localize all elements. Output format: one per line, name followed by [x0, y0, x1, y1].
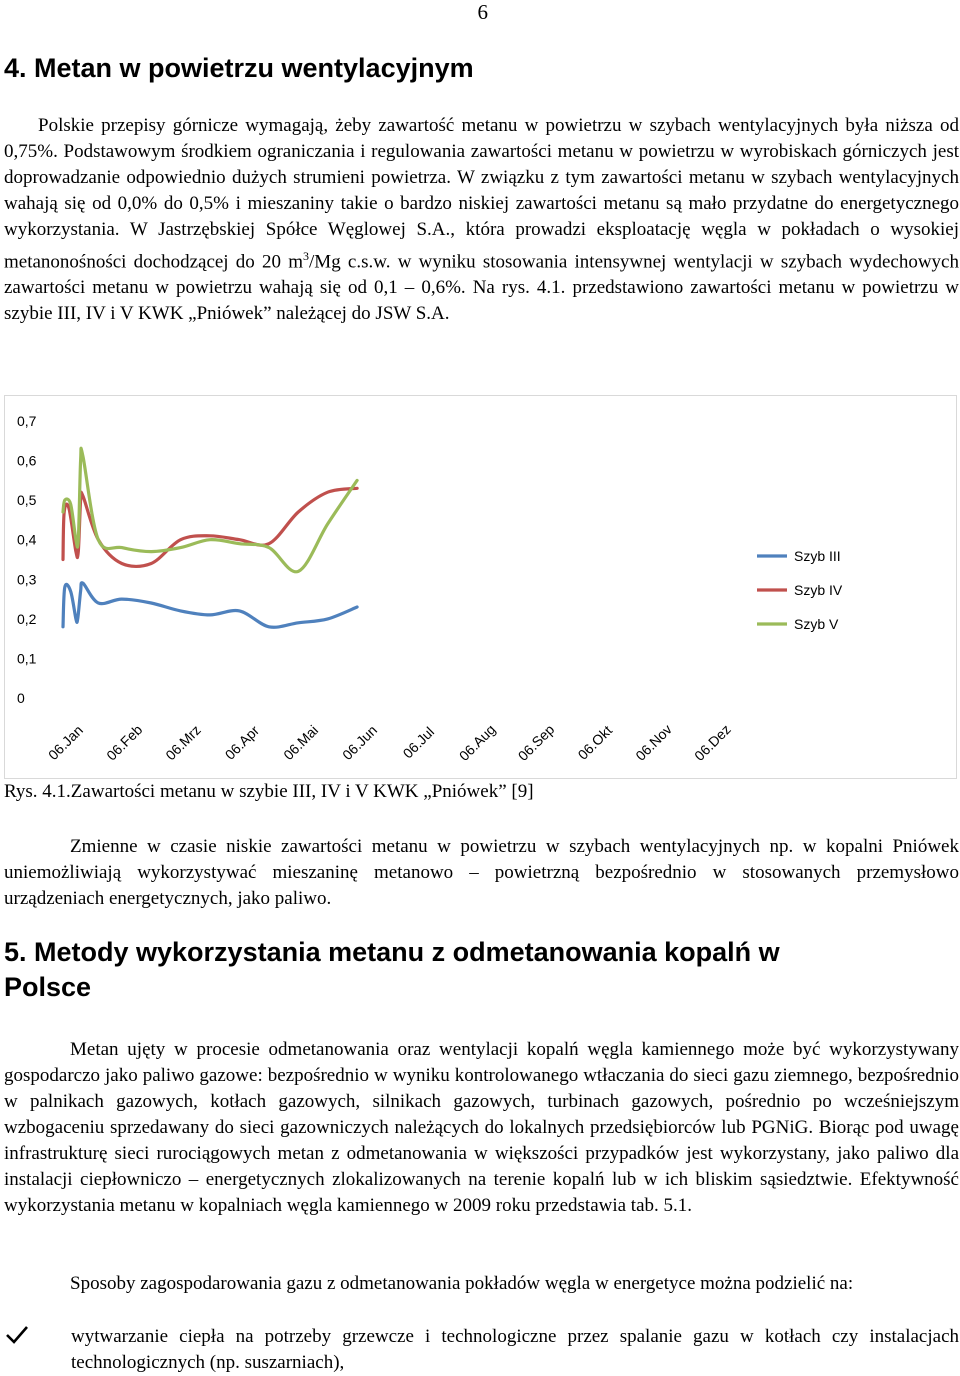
checkmark-icon	[4, 1324, 44, 1354]
series-line-szyb-iii	[63, 583, 357, 628]
legend-label-szyb-v: Szyb V	[794, 616, 839, 632]
y-tick-label: 0,4	[17, 531, 37, 548]
section-5-paragraph-1-text: Metan ujęty w procesie odmetanowania oraz wentylacji kopalń węgla kamiennego może być wykorzystywany gospodarczo jako paliwo gazowe: bezpośrednio w wyniku kontrolowanego wtłaczania do sieci gazu ziemnego, bezpośrednio w palnikach gazowych, kotłach gazowych, silnikach gazowych, turbinach gazowych, pośrednio po wcześniejszym wzbogaceniu sprzedawany do sieci gazowniczych należących do lokalnych przedsiębiorców lub PGNiG. Biorąc pod uwagę infrastrukturę sieci rurociągowych metan z odmetanowania w większości przypadków jest wykorzystany, jako paliwo dla instalacji ciepłowniczo – energetycznych zlokalizowanych na terenie kopalń lub w ich bliskim sąsiedztwie. Efektywność wykorzystania metanu w kopalniach węgla kamiennego w 2009 roku przedstawia tab. 5.1.	[4, 1039, 959, 1216]
section-4-paragraph-2-text: Zmienne w czasie niskie zawartości metanu w powietrzu w szybach wentylacyjnych np. w kopalni Pniówek uniemożliwiają wykorzystywać mieszaninę metanowo – powietrzną bezpośrednio w stosowanych przemysłowo urządzeniach energetycznych, jako paliwo.	[4, 836, 959, 909]
superscript-3: 3	[303, 249, 310, 263]
section-5-paragraph-1	[4, 1037, 959, 1219]
section-5-title-line-2: Polsce	[4, 972, 92, 1002]
x-tick-label: 06.Jan	[44, 721, 86, 763]
x-tick-label: 06.Jun	[339, 721, 381, 763]
section-5-paragraph-2-text: Sposoby zagospodarowania gazu z odmetanowania pokładów węgla w energetyce można podzielić na:	[70, 1273, 854, 1294]
y-tick-label: 0,2	[17, 610, 37, 627]
legend-label-szyb-iii: Szyb III	[794, 548, 841, 564]
methane-chart-svg	[5, 396, 956, 778]
bullet-item	[4, 1324, 959, 1376]
x-tick-label: 06.Aug	[455, 721, 499, 764]
y-tick-label: 0,6	[17, 452, 37, 469]
x-tick-label: 06.Okt	[574, 722, 616, 763]
y-tick-label: 0,3	[17, 571, 37, 588]
x-tick-label: 06.Feb	[103, 721, 146, 764]
section-4-paragraph-1	[4, 113, 959, 327]
section-5-paragraph-2	[4, 1271, 959, 1297]
x-tick-label: 06.Sep	[514, 721, 558, 764]
y-tick-label: 0	[17, 690, 25, 706]
methane-chart	[4, 395, 957, 779]
x-tick-label: 06.Jul	[399, 723, 438, 762]
bullet-item-text: wytwarzanie ciepła na potrzeby grzewcze i technologiczne przez spalanie gazu w kotłach czy instalacjach technologicznych (np. suszarniach),	[71, 1326, 959, 1373]
x-tick-label: 06.Apr	[221, 722, 263, 763]
x-tick-label: 06.Mai	[280, 721, 322, 763]
section-4-paragraph-1-text: Polskie przepisy górnicze wymagają, żeby zawartość metanu w powietrzu w szybach wentylacyjnych była niższa od 0,75%. Podstawowym środkiem ograniczania i regulowania zawartości metanu w powietrzu w wyrobiskach górniczych jest doprowadzanie odpowiednio dużych strumieni powietrza. W związku z tym zawartości metanu w szybach wentylacyjnych wahają się od 0,0% do 0,5% i mieszaniny takie o bardzo niskiej zawartości metanu są mało przydatne do energetycznego wykorzystania. W Jastrzębskiej Spółce Węglowej S.A., która prowadzi eksploatację węgla w pokładach o wysokiej metanonośności dochodzącej do 20 m	[4, 115, 959, 273]
section-4-paragraph-2	[4, 834, 959, 912]
figure-caption: Rys. 4.1.Zawartości metanu w szybie III, IV i V KWK „Pniówek” [9]	[4, 781, 534, 802]
section-5-title	[4, 935, 780, 1005]
x-tick-label: 06.Nov	[632, 721, 675, 764]
page-number: 6	[477, 0, 488, 24]
section-5-title-line-1: 5. Metody wykorzystania metanu z odmetanowania kopalń w	[4, 937, 780, 967]
x-tick-label: 06.Dez	[691, 721, 734, 764]
section-4-title: 4. Metan w powietrzu wentylacyjnym	[4, 53, 474, 83]
legend-label-szyb-iv: Szyb IV	[794, 582, 843, 598]
y-tick-label: 0,7	[17, 413, 37, 429]
y-tick-label: 0,5	[17, 492, 37, 509]
y-tick-label: 0,1	[17, 650, 37, 667]
section-4-paragraph-1-tail: /Mg c.s.w. w wyniku stosowania intensywnej wentylacji w szybach wydechowych zawartości metanu w powietrzu wahają się od 0,1 – 0,6%. Na rys. 4.1. przedstawiono zawartości metanu w powietrzu w szybie III, IV i V KWK „Pniówek” należącej do JSW S.A.	[4, 251, 959, 325]
x-tick-label: 06.Mrz	[162, 721, 204, 764]
